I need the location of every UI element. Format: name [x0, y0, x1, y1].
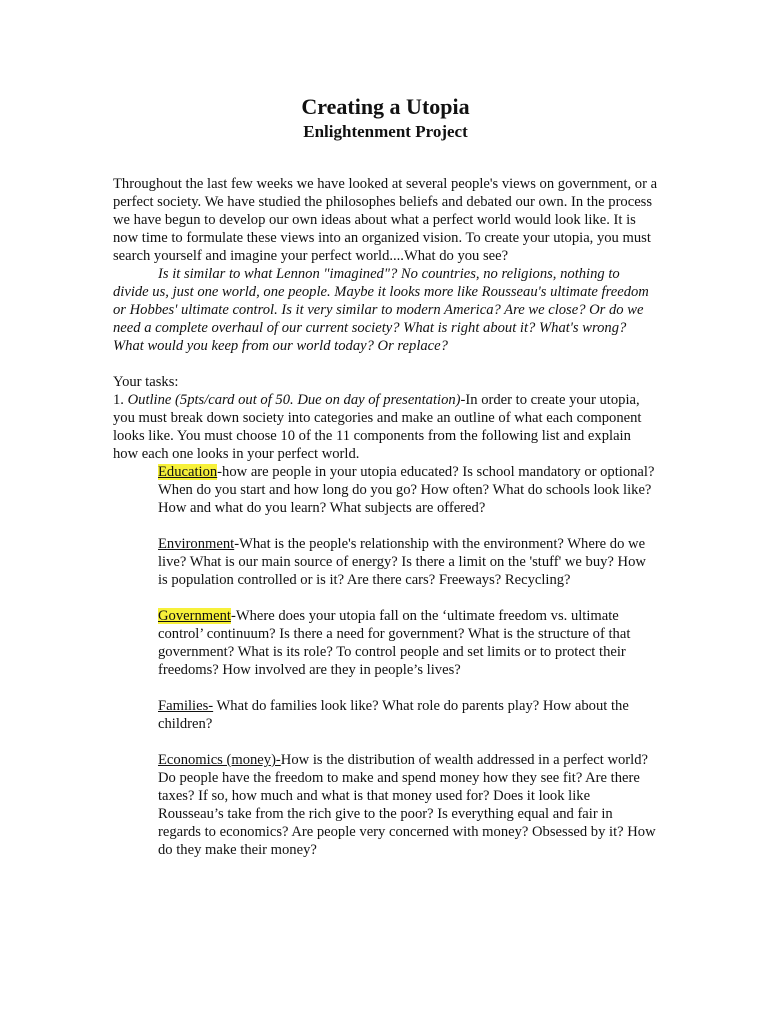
outline-text: -In order to create your utopia, you must break down society into categories and make an outline of what each component looks like. You must choose 10 of the 11 components from the following list and explain how each one looks in your perfect world. [113, 392, 642, 462]
tasks-label: Your tasks: [113, 374, 179, 390]
component-text-government: -Where does your utopia fall on the ‘ultimate freedom vs. ultimate control’ continuum? Is there a need for government? What is the structure of that government? What is its role? To control people and set limits or to protect their freedoms? How involved are they in people’s lives? [158, 608, 631, 678]
outline-number: 1. [113, 392, 124, 408]
component-name-environment: Environment [158, 536, 235, 552]
component-text-families: What do families look like? What role do parents play? How about the children? [158, 698, 629, 732]
intro-questions: Is it similar to what Lennon "imagined"? No countries, no religions, nothing to divide us, just one world, one people. Maybe it looks more like Rousseau's ultimate freedom or Hobbes' ultimate control. Is it very similar to modern America? Are we close? Or do we need a complete overhaul of our current society? What is right about it? What's wrong? What would you keep from our world today? Or replace? [113, 266, 649, 354]
intro-paragraph: Throughout the last few weeks we have looked at several people's views on government, or a perfect society. We have studied the philosophes beliefs and debated our own. In the process we have begun to develop our own ideas about what a perfect world would look like. It is now time to formulate these views into an organized vision. To create your utopia, you must search yourself and imagine your perfect world....What do you see? [113, 176, 658, 264]
component-government [158, 607, 658, 679]
component-text-economics: How is the distribution of wealth addressed in a perfect world? Do people have the freedom to make and spend money how they see fit? Are there taxes? If so, how much and what is that money used for? Does it look like Rousseau’s take from the rich give to the poor? Is everything equal and fair in regards to economics? Are people very concerned with money? Obsessed by it? How do they make their money? [158, 752, 656, 858]
component-name-government: Government [158, 608, 231, 624]
component-name-education: Education [158, 464, 218, 480]
component-text-education: -how are people in your utopia educated? Is school mandatory or optional? When do you start and how long do you go? How often? What do schools look like? How and what do you learn? What subjects are offered? [158, 464, 655, 516]
component-economics [158, 751, 658, 859]
component-education [158, 463, 658, 517]
document-page [113, 93, 658, 877]
page-subtitle: Enlightenment Project [303, 122, 468, 141]
component-environment [158, 535, 658, 589]
component-families [158, 697, 658, 733]
outline-heading: Outline (5pts/card out of 50. Due on day of presentation) [127, 392, 461, 408]
component-name-economics: Economics (money)- [158, 752, 281, 768]
component-name-families: Families- [158, 698, 214, 714]
component-text-environment: -What is the people's relationship with the environment? Where do we live? What is our main source of energy? Is there a limit on the 'stuff' we buy? How is population controlled or is it? Are there cars? Freeways? Recycling? [158, 536, 646, 588]
page-title: Creating a Utopia [301, 94, 470, 119]
outline-task [113, 391, 658, 463]
